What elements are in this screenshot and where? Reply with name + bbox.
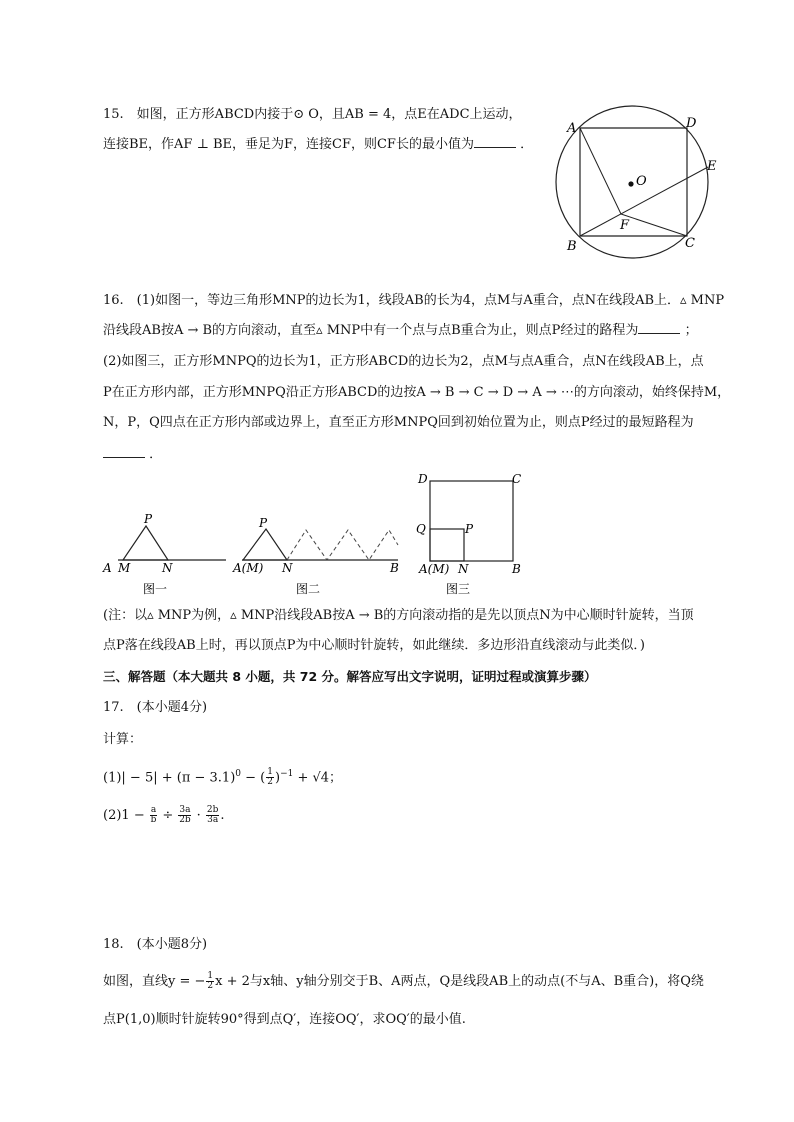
q16-answer-blank-2 (103, 445, 145, 458)
q15-label-d: D (686, 116, 697, 131)
q17-p2-end: . (220, 808, 225, 823)
q17-p1-exp-neg1: −1 (280, 769, 294, 779)
fig1-label-p: P (144, 512, 153, 526)
q15-center-dot (628, 181, 633, 186)
q17-p2-f3-den: 3a (207, 815, 219, 825)
q15-label-o: O (636, 174, 647, 189)
fig3-label-n: N (458, 562, 469, 576)
q15-label-a: A (567, 121, 577, 136)
q16-line-1: 16. (1)如图一，等边三角形MNP的边长为1，线段AB的长为4，点M与A重合，点N在线段AB上．▵ MNP (103, 293, 725, 308)
q16-line-3: (2)如图三，正方形MNPQ的边长为1，正方形ABCD的边长为2，点M与点A重合，点N在线段AB上，点 (103, 354, 704, 369)
q17-p2-f1-den: b (150, 815, 157, 825)
q18-line-1-text-a: 如图，直线y = − (103, 974, 206, 989)
q17-part-2 (103, 806, 225, 826)
fig1-caption: 图一 (143, 582, 168, 596)
q16-figures (100, 466, 560, 606)
q17-intro: 计算： (103, 732, 143, 747)
q16-line-2-end: ； (684, 323, 698, 338)
q17-p2-f2-den: 2b (179, 815, 191, 825)
q17-p2-op-1: ÷ (158, 808, 178, 823)
q18-fraction (206, 972, 214, 991)
q16-note-1: (注：以▵ MNP为例，▵ MNP沿线段AB按A → B的方向滚动指的是先以顶点N为中心顺时针旋转，当顶 (103, 608, 694, 623)
fig2-dashed-path (287, 530, 398, 560)
q15-figure (547, 104, 737, 264)
q15-line-2-text: 连接BE，作AF ⊥ BE，垂足为F，连接CF，则CF长的最小值为 (103, 137, 474, 152)
fig3-label-p: P (465, 522, 474, 536)
q17-p1-text-b: − ( (241, 770, 266, 786)
q15-label-f: F (620, 218, 630, 233)
q15-segment-cf (621, 214, 687, 236)
q18-line-2: 点P(1,0)顺时针旋转90°得到点Q′，连接OQ′，求OQ′的最小值. (103, 1012, 466, 1027)
q16-line-6-end: ． (149, 447, 163, 462)
fig2-triangle (243, 529, 287, 560)
q17-p1-text-c: ) (274, 770, 281, 786)
q18-frac-num: 1 (207, 971, 214, 981)
q15-square (580, 128, 687, 236)
fig2-label-am: A(M) (233, 561, 264, 575)
q16-line-6 (103, 445, 162, 465)
q15-segment-af (580, 128, 621, 214)
q16-line-2 (103, 321, 698, 341)
q17-p1-frac-num: 1 (267, 767, 273, 778)
q15-line-1: 15. 如图，正方形ABCD内接于⊙ O，且AB = 4，点E在ADC上运动， (103, 107, 522, 122)
fig3-label-am: A(M) (419, 562, 450, 576)
q18-line-1-text-b: x + 2与x轴、y轴分别交于B、A两点，Q是线段AB上的动点(不与A、B重合)，将Q绕 (215, 974, 704, 989)
fig2-label-b: B (390, 561, 399, 575)
q17-p2-text-a: (2)1 − (103, 808, 149, 823)
q16-line-5: N，P，Q四点在正方形内部或边界上，直至正方形MNPQ回到初始位置为止，则点P经过的最短路程为 (103, 415, 694, 430)
q17-p2-f2-num: 3a (179, 805, 191, 815)
q15-label-e: E (707, 159, 717, 174)
q17-p2-fraction-2 (178, 806, 191, 825)
q17-p2-fraction-3 (206, 806, 220, 825)
q18-line-1 (103, 972, 704, 992)
q17-p2-f1-num: a (150, 805, 157, 815)
fig1-triangle (123, 526, 168, 560)
q17-p2-fraction-1 (150, 806, 157, 825)
fig3-label-q: Q (416, 522, 426, 536)
q15-label-c: C (685, 236, 695, 251)
q17-p1-text-a: (1)| − 5| + (π − 3.1) (103, 770, 236, 786)
q16-line-2-text: 沿线段AB按A → B的方向滚动，直至▵ MNP中有一个点与点B重合为止，则点P经过的路程为 (103, 323, 639, 338)
q17-p2-f3-num: 2b (206, 805, 219, 815)
q17-p2-op-2: · (192, 808, 205, 823)
q18-frac-den: 2 (207, 981, 214, 991)
q16-answer-blank-1 (638, 321, 680, 334)
fig3-caption: 图三 (446, 582, 471, 596)
fig3-label-d: D (418, 472, 428, 486)
fig1-label-n: N (162, 561, 173, 575)
q15-label-b: B (567, 239, 577, 254)
section-3-heading: 三、解答题（本大题共 8 小题，共 72 分。解答应写出文字说明，证明过程或演算步骤） (103, 669, 597, 684)
fig2-label-n: N (282, 561, 293, 575)
q15-line-2 (103, 135, 533, 155)
fig3-square-abcd (430, 481, 513, 561)
q17-p1-frac-den: 2 (267, 777, 273, 788)
q16-note-2: 点P落在线段AB上时，再以顶点P为中心顺时针旋转，如此继续．多边形沿直线滚动与此类似．) (103, 638, 646, 653)
q18-heading: 18. (本小题8分) (103, 937, 208, 952)
fig3-label-c: C (512, 472, 522, 486)
fig2-label-p: P (259, 516, 268, 530)
fig3-label-b: B (512, 562, 521, 576)
q16-line-4: P在正方形内部，正方形MNPQ沿正方形ABCD的边按A → B → C → D → A → ⋯的方向滚动，始终保持M， (103, 385, 731, 400)
fig1-label-a: A (103, 561, 112, 575)
q15-answer-blank (474, 135, 516, 148)
q17-p1-exp-0: 0 (235, 769, 242, 779)
q15-line-2-end: ． (520, 137, 534, 152)
fig3-square-mnpq (430, 529, 464, 561)
fig1-label-m: M (118, 561, 131, 575)
q17-heading: 17. (本小题4分) (103, 700, 208, 715)
q17-p1-text-d: + √4； (293, 770, 343, 786)
fig2-caption: 图二 (296, 582, 321, 596)
q17-part-1 (103, 764, 342, 788)
q17-p1-fraction (266, 768, 274, 787)
